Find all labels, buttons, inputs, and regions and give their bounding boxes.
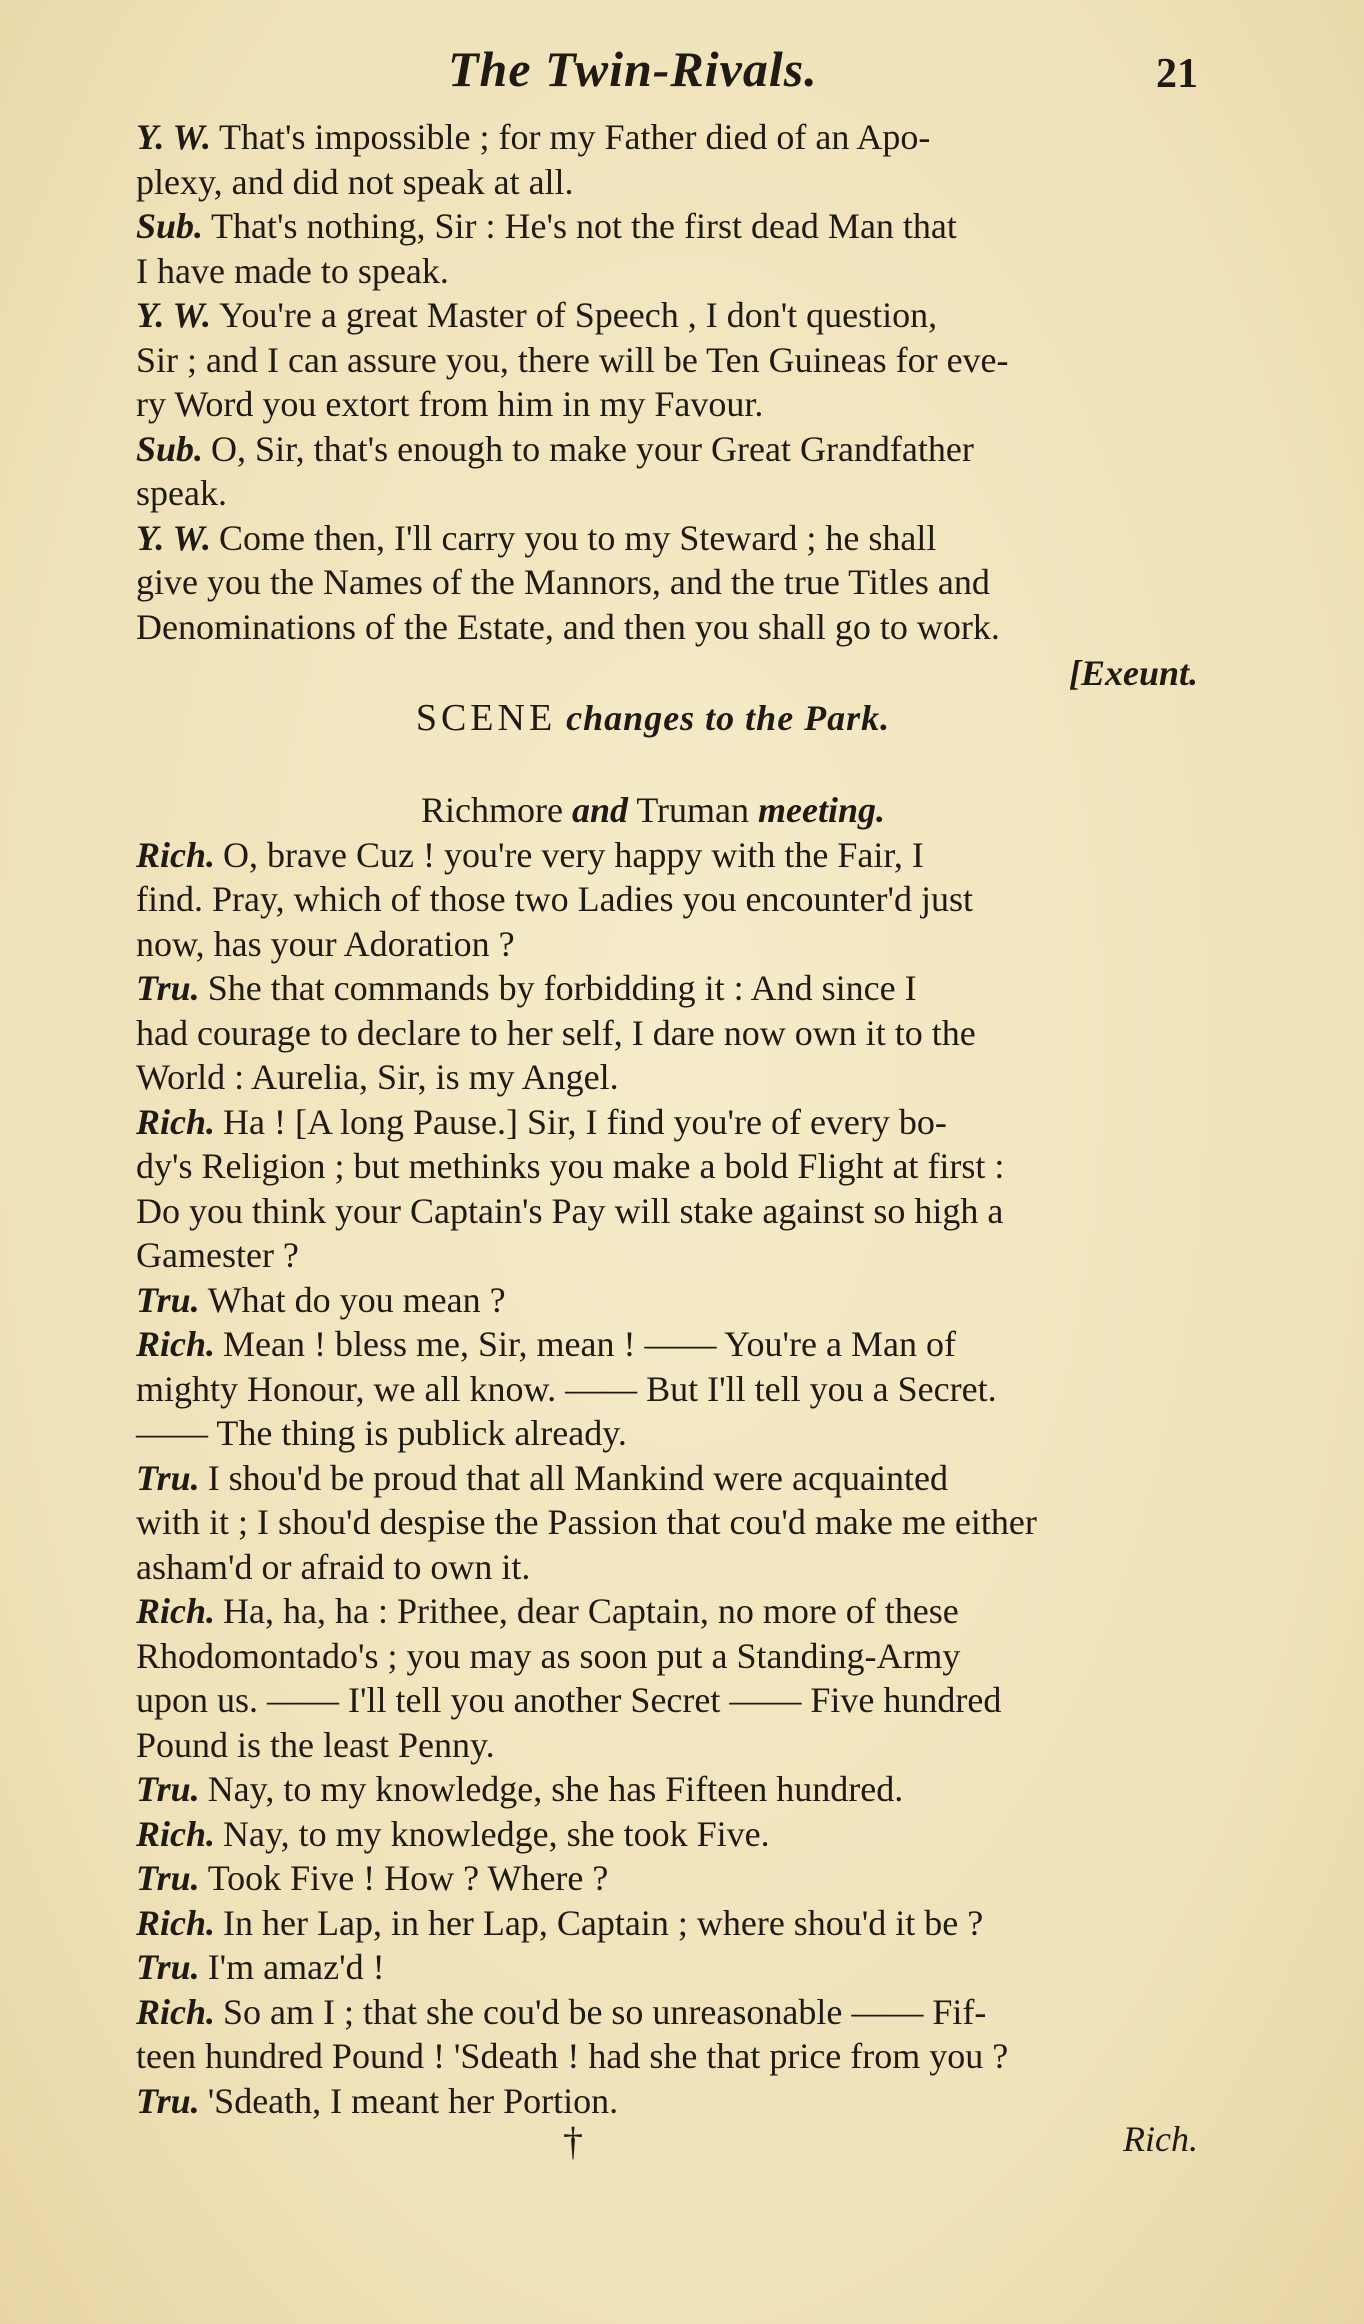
scene-location: changes to the Park. — [566, 697, 891, 738]
character-truman: Truman — [636, 790, 750, 830]
speaker-name: Y. W. — [136, 295, 212, 335]
scene-gap — [108, 740, 1198, 788]
line-text: I have made to speak. — [136, 250, 449, 291]
dialogue-paragraph — [108, 2079, 1198, 2124]
dialogue-line — [108, 1990, 1198, 2035]
line-text: with it ; I shou'd despise the Passion that cou'd make me either — [136, 1502, 1037, 1542]
speaker-name: Tru. — [136, 1279, 200, 1320]
dialogue-paragraph — [108, 1456, 1198, 1590]
dialogue-line — [108, 1456, 1198, 1501]
line-text: plexy, and did not speak at all. — [136, 161, 574, 202]
character-richmore: Richmore — [420, 790, 563, 830]
dialogue-line — [108, 1278, 1198, 1323]
dialogue-paragraph — [108, 1990, 1198, 2079]
catchword: Rich. — [1123, 2119, 1198, 2159]
line-text: upon us. —— I'll tell you another Secret —— Five hundred — [136, 1680, 1002, 1720]
speaker-name: Rich. — [136, 1813, 216, 1854]
line-text: dy's Religion ; but methinks you make a bold Flight at first : — [136, 1146, 1005, 1186]
line-text: So am I ; that she cou'd be so unreasonable —— Fif- — [223, 1991, 987, 2032]
dialogue-line — [108, 1100, 1198, 1145]
dialogue-line — [108, 1945, 1198, 1990]
line-text: Ha ! [A long Pause.] Sir, I find you're of every bo- — [223, 1101, 947, 1142]
line-text: In her Lap, in her Lap, Captain ; where shou'd it be ? — [223, 1902, 984, 1943]
dialogue-line — [108, 115, 1198, 160]
dialogue-line — [108, 1055, 1198, 1100]
dialogue-after-scene — [108, 833, 1198, 2124]
dialogue-line — [108, 1678, 1198, 1723]
dialogue-paragraph — [108, 1901, 1198, 1946]
line-text: That's impossible ; for my Father died of an Apo- — [219, 117, 931, 157]
dialogue-line — [108, 833, 1198, 878]
line-text: I shou'd be proud that all Mankind were acquainted — [207, 1457, 948, 1498]
dialogue-line — [108, 1233, 1198, 1278]
body-text — [108, 115, 1198, 2123]
dialogue-line — [108, 2079, 1198, 2124]
dialogue-paragraph — [108, 1812, 1198, 1857]
dialogue-line — [108, 1545, 1198, 1590]
page-footer — [108, 2118, 1198, 2168]
running-title: The Twin-Rivals. — [448, 41, 818, 97]
dialogue-line — [108, 338, 1198, 383]
dialogue-line — [108, 160, 1198, 205]
dialogue-paragraph — [108, 1589, 1198, 1767]
line-text: Ha, ha, ha : Prithee, dear Captain, no more of these — [223, 1591, 959, 1631]
dialogue-line — [108, 1589, 1198, 1634]
dialogue-line — [108, 1322, 1198, 1367]
dialogue-line — [108, 1856, 1198, 1901]
dialogue-line — [108, 516, 1198, 561]
stage-direction — [108, 788, 1198, 833]
line-text: Rhodomontado's ; you may as soon put a Standing-Army — [136, 1635, 961, 1676]
line-text: ry Word you extort from him in my Favour. — [136, 384, 764, 424]
dialogue-line — [108, 1901, 1198, 1946]
line-text: That's nothing, Sir : He's not the first dead Man that — [211, 206, 957, 246]
dialogue-line — [108, 1812, 1198, 1857]
line-text: O, Sir, that's enough to make your Great Grandfather — [211, 428, 974, 469]
dialogue-paragraph — [108, 1856, 1198, 1901]
speaker-name: Tru. — [136, 2080, 200, 2121]
speaker-name: Y. W. — [136, 117, 212, 157]
speaker-name: Rich. — [136, 1591, 216, 1631]
dialogue-paragraph — [108, 833, 1198, 967]
speaker-name: Y. W. — [136, 517, 212, 558]
line-text: 'Sdeath, I meant her Portion. — [207, 2080, 619, 2121]
dialogue-line — [108, 1144, 1198, 1189]
line-text: speak. — [136, 473, 227, 513]
speaker-name: Rich. — [136, 1101, 216, 1142]
line-text: Nay, to my knowledge, she has Fifteen hundred. — [207, 1769, 904, 1809]
scene-word: SCENE — [415, 696, 557, 739]
line-text: Gamester ? — [136, 1235, 299, 1275]
line-text: Sir ; and I can assure you, there will be Ten Guineas for eve- — [136, 339, 1009, 380]
dialogue-line — [108, 1411, 1198, 1456]
dialogue-line — [108, 1367, 1198, 1412]
dialogue-paragraph — [108, 1945, 1198, 1990]
dialogue-line — [108, 560, 1198, 605]
page-header — [108, 40, 1198, 110]
line-text: asham'd or afraid to own it. — [136, 1546, 531, 1587]
speaker-name: Rich. — [136, 1991, 216, 2032]
line-text: find. Pray, which of those two Ladies you encounter'd just — [136, 879, 973, 919]
speaker-name: Rich. — [136, 1324, 216, 1364]
line-text: I'm amaz'd ! — [207, 1947, 385, 1987]
exeunt-direction: [Exeunt. — [1068, 653, 1198, 693]
speaker-name: Tru. — [136, 1947, 200, 1987]
line-text: Come then, I'll carry you to my Steward ; he shall — [219, 517, 937, 558]
line-text: Do you think your Captain's Pay will stake against so high a — [136, 1190, 1004, 1231]
dialogue-line — [108, 877, 1198, 922]
dialogue-line — [108, 1767, 1198, 1812]
line-text: She that commands by forbidding it : And since I — [207, 968, 917, 1008]
line-text: —— The thing is publick already. — [136, 1413, 627, 1453]
line-text: Nay, to my knowledge, she took Five. — [223, 1813, 770, 1854]
speaker-name: Sub. — [136, 206, 204, 246]
line-text: What do you mean ? — [207, 1279, 506, 1320]
dialogue-line — [108, 1500, 1198, 1545]
speaker-name: Tru. — [136, 968, 200, 1008]
line-text: Denominations of the Estate, and then you shall go to work. — [136, 606, 1000, 647]
dialogue-line — [108, 427, 1198, 472]
speaker-name: Tru. — [136, 1457, 200, 1498]
dialogue-paragraph — [108, 966, 1198, 1100]
direction-action: meeting. — [758, 790, 886, 830]
scene-heading — [108, 696, 1198, 741]
dialogue-line — [108, 605, 1198, 650]
signature-mark: † — [563, 2119, 583, 2164]
page-number: 21 — [1156, 51, 1198, 97]
dialogue-line — [108, 204, 1198, 249]
line-text: Pound is the least Penny. — [136, 1724, 495, 1765]
speaker-name: Tru. — [136, 1769, 200, 1809]
speaker-name: Sub. — [136, 428, 204, 469]
dialogue-paragraph — [108, 293, 1198, 427]
line-text: Mean ! bless me, Sir, mean ! —— You're a Man of — [223, 1324, 956, 1364]
dialogue-paragraph — [108, 115, 1198, 204]
line-text: teen hundred Pound ! 'Sdeath ! had she that price from you ? — [136, 2036, 1009, 2076]
dialogue-line — [108, 2034, 1198, 2079]
dialogue-paragraph — [108, 427, 1198, 516]
dialogue-line — [108, 966, 1198, 1011]
line-text: had courage to declare to her self, I dare now own it to the — [136, 1012, 976, 1053]
dialogue-paragraph — [108, 1100, 1198, 1278]
dialogue-line — [108, 1723, 1198, 1768]
direction-and: and — [571, 790, 628, 830]
dialogue-line — [108, 1189, 1198, 1234]
line-text: mighty Honour, we all know. —— But I'll tell you a Secret. — [136, 1368, 997, 1409]
dialogue-paragraph — [108, 204, 1198, 293]
line-text: Took Five ! How ? Where ? — [207, 1858, 609, 1898]
dialogue-line — [108, 922, 1198, 967]
dialogue-line — [108, 1011, 1198, 1056]
dialogue-line — [108, 249, 1198, 294]
dialogue-paragraph — [108, 1322, 1198, 1456]
dialogue-paragraph — [108, 516, 1198, 650]
dialogue-line — [108, 382, 1198, 427]
line-text: now, has your Adoration ? — [136, 923, 515, 964]
dialogue-paragraph — [108, 1767, 1198, 1812]
dialogue-line — [108, 1634, 1198, 1679]
line-text: You're a great Master of Speech , I don't question, — [219, 295, 938, 335]
dialogue-paragraph — [108, 1278, 1198, 1323]
speaker-name: Rich. — [136, 1902, 216, 1943]
dialogue-line — [108, 471, 1198, 516]
line-text: O, brave Cuz ! you're very happy with the Fair, I — [223, 834, 924, 875]
line-text: give you the Names of the Mannors, and the true Titles and — [136, 562, 990, 602]
speaker-name: Rich. — [136, 834, 216, 875]
line-text: World : Aurelia, Sir, is my Angel. — [136, 1057, 619, 1097]
speaker-name: Tru. — [136, 1858, 200, 1898]
dialogue-line — [108, 293, 1198, 338]
dialogue-before-scene — [108, 115, 1198, 649]
